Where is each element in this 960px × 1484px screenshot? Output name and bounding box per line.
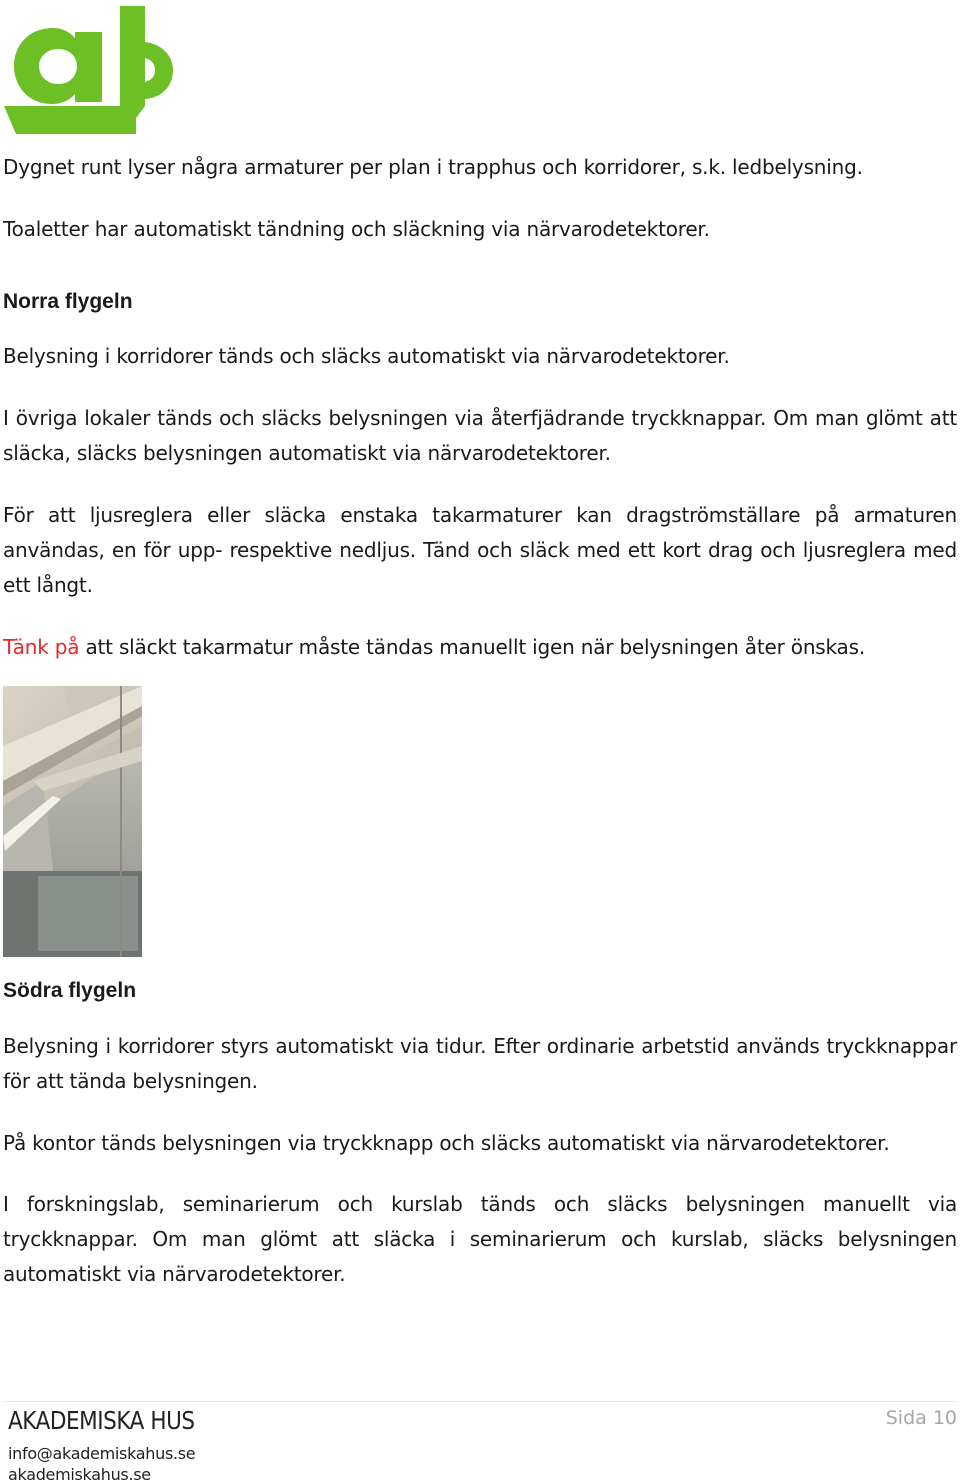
sodra-paragraph-korridorer: Belysning i korridorer styrs automatiskt via tidur. Efter ordinarie arbetstid används tryckknappar för att tända belysningen. <box>3 1034 957 1093</box>
footer-divider <box>3 1401 957 1402</box>
footer-website-link[interactable]: akademiskahus.se <box>8 1465 151 1484</box>
footer-email-link[interactable]: info@akademiskahus.se <box>8 1444 196 1463</box>
tank-pa-rest: att släckt takarmatur måste tändas manuellt igen när belysningen åter önskas. <box>79 635 865 659</box>
section-heading-sodra-flygeln: Södra flygeln <box>3 979 137 1002</box>
section-heading-norra-flygeln: Norra flygeln <box>3 290 133 313</box>
norra-paragraph-ovriga-lokaler: I övriga lokaler tänds och släcks belysningen via återfjädrande tryckknappar. Om man glömt att släcka, släcks belysningen automatiskt via närvarodetektorer. <box>3 406 957 465</box>
tank-pa-highlight: Tänk på <box>3 635 80 659</box>
sodra-paragraph-kontor: På kontor tänds belysningen via tryckknapp och släcks automatiskt via närvarodetektorer. <box>3 1131 890 1155</box>
footer-brand: AKADEMISKA HUS <box>8 1406 195 1435</box>
intro-paragraph-ledbelysning: Dygnet runt lyser några armaturer per plan i trapphus och korridorer, s.k. ledbelysning. <box>3 155 863 179</box>
intro-paragraph-toaletter: Toaletter har automatiskt tändning och släckning via närvarodetektorer. <box>3 217 710 241</box>
norra-paragraph-korridorer: Belysning i korridorer tänds och släcks automatiskt via närvarodetektorer. <box>3 344 730 368</box>
akademiska-hus-logo-icon <box>2 2 174 134</box>
page-number: Sida 10 <box>885 1407 957 1429</box>
norra-paragraph-tank-pa <box>3 630 957 665</box>
ceiling-lamp-photo <box>3 686 142 957</box>
sodra-paragraph-forskningslab: I forskningslab, seminarierum och kurslab tänds och släcks belysningen manuellt via tryckknappar. Om man glömt att släcka i seminarierum och kurslab, släcks belysningen automatiskt via närvarodetektorer. <box>3 1192 957 1286</box>
norra-paragraph-dragstromstallare: För att ljusreglera eller släcka enstaka takarmaturer kan dragströmställare på armaturen användas, en för upp- respektive nedljus. Tänd och släck med ett kort drag och ljusreglera med ett långt. <box>3 503 957 597</box>
